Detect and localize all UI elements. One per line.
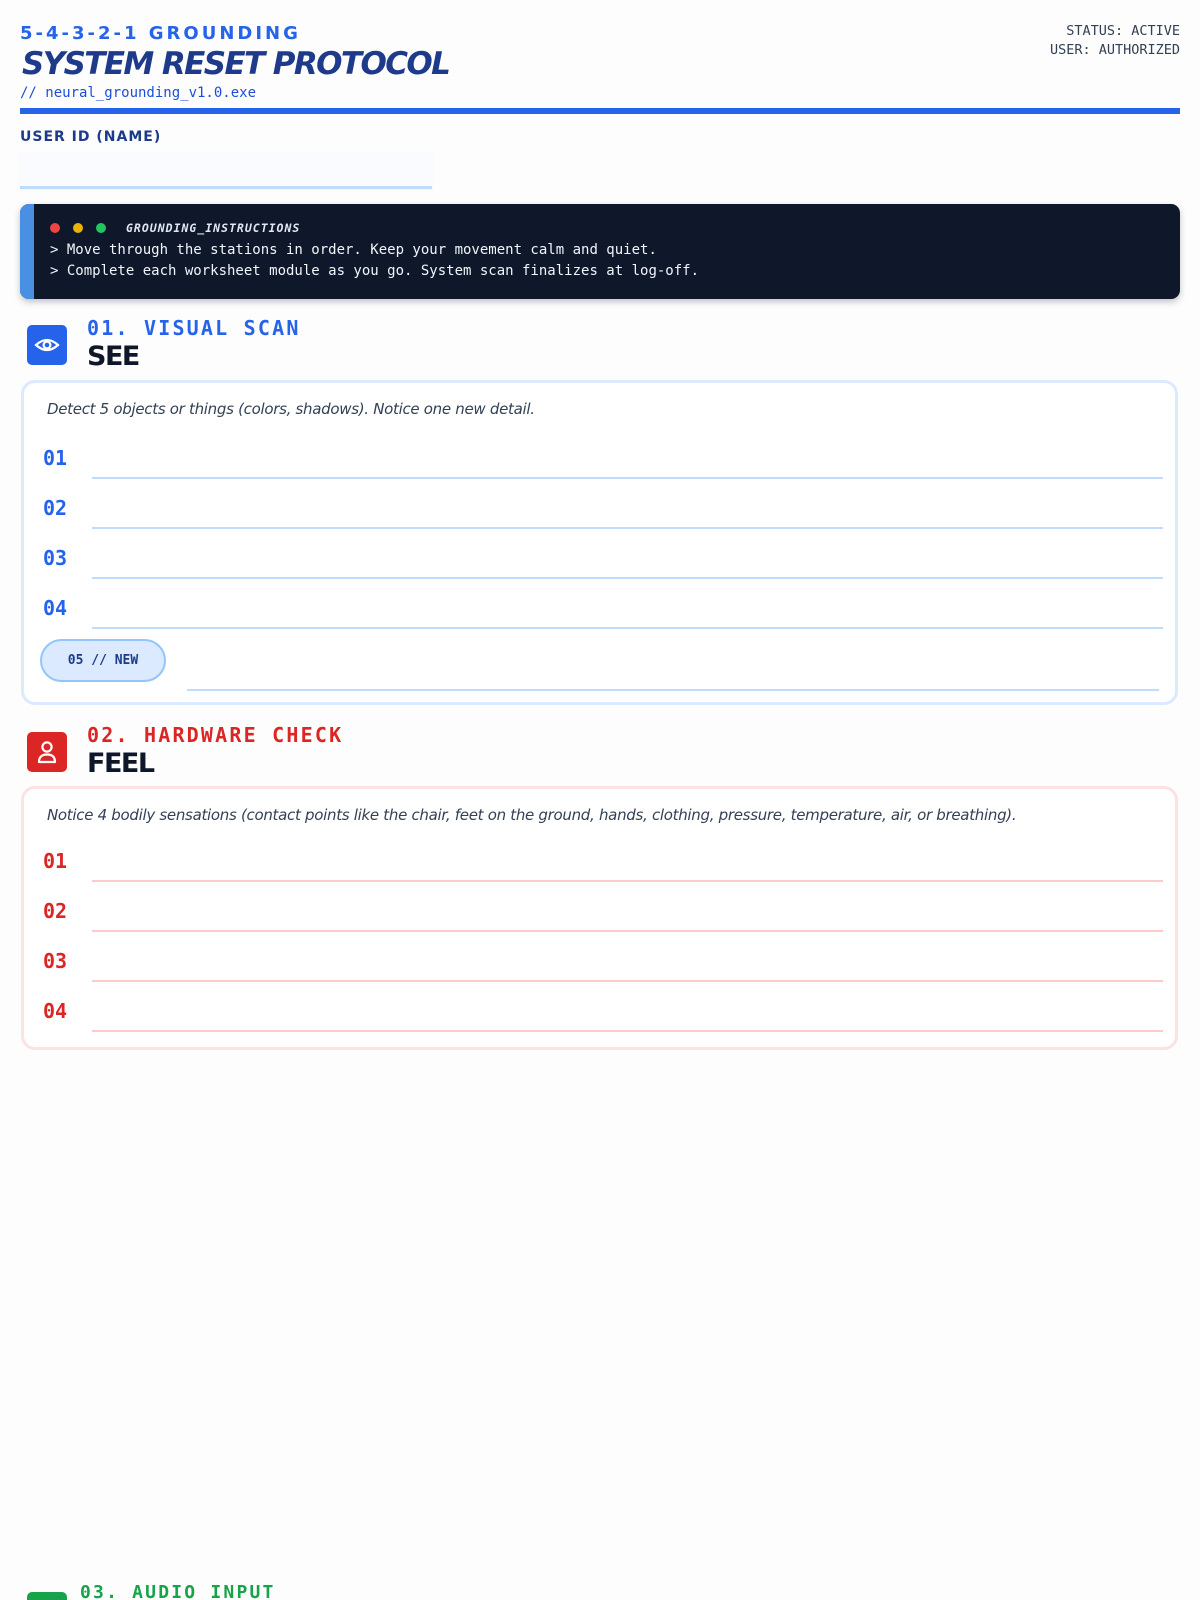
header-divider xyxy=(20,108,1180,114)
eyebrow-title: 5-4-3-2-1 GROUNDING xyxy=(20,23,301,44)
see-panel xyxy=(21,380,1178,705)
write-line[interactable] xyxy=(92,577,1163,579)
entry-row[interactable] xyxy=(43,849,1163,899)
entry-row[interactable] xyxy=(43,496,1163,546)
write-line[interactable] xyxy=(92,477,1163,479)
instruction-line: > Move through the stations in order. Keep your movement calm and quiet. xyxy=(50,242,657,258)
write-line[interactable] xyxy=(92,1030,1163,1032)
user-id-label: USER ID (NAME) xyxy=(20,129,162,145)
row-number: 03 xyxy=(43,546,68,570)
page-title: SYSTEM RESET PROTOCOL xyxy=(22,46,450,82)
section-description: Detect 5 objects or things (colors, shadows). Notice one new detail. xyxy=(47,400,535,418)
audio-icon xyxy=(27,1592,67,1600)
entry-row[interactable] xyxy=(43,446,1163,496)
entry-row[interactable] xyxy=(43,999,1163,1049)
row-number: 02 xyxy=(43,496,68,520)
instructions-terminal xyxy=(20,204,1180,299)
user-status-text: USER: AUTHORIZED xyxy=(1049,42,1180,58)
worksheet-page xyxy=(20,0,1180,1600)
write-line[interactable] xyxy=(92,980,1163,982)
user-name-input[interactable] xyxy=(20,152,432,189)
write-line[interactable] xyxy=(92,880,1163,882)
terminal-accent-bar xyxy=(20,204,34,299)
section-code: 02. HARDWARE CHECK xyxy=(87,723,344,747)
row-number: 03 xyxy=(43,949,68,973)
yellow-dot-icon xyxy=(73,223,83,233)
terminal-title: GROUNDING_INSTRUCTIONS xyxy=(126,221,301,235)
eye-icon xyxy=(27,325,67,365)
entry-row[interactable] xyxy=(43,596,1163,646)
entry-row[interactable] xyxy=(43,899,1163,949)
write-line[interactable] xyxy=(92,930,1163,932)
section-code: 03. AUDIO INPUT xyxy=(80,1584,276,1600)
status-text: STATUS: ACTIVE xyxy=(1066,23,1180,39)
row-number: 04 xyxy=(43,596,68,620)
section-description: Notice 4 bodily sensations (contact points like the chair, feet on the ground, hands, clothing, pressure, temperature, air, or breathing). xyxy=(47,806,1017,824)
section-title: SEE xyxy=(87,341,139,372)
row-number: 02 xyxy=(43,899,68,923)
write-line[interactable] xyxy=(187,689,1159,691)
row-number: 01 xyxy=(43,849,68,873)
row-number: 04 xyxy=(43,999,68,1023)
new-detail-badge: 05 // NEW xyxy=(40,639,166,682)
entry-row[interactable] xyxy=(43,949,1163,999)
section-code: 01. VISUAL SCAN xyxy=(87,316,301,340)
write-line[interactable] xyxy=(92,527,1163,529)
section-title: FEEL xyxy=(87,748,154,779)
file-name: // neural_grounding_v1.0.exe xyxy=(20,85,257,101)
person-icon xyxy=(27,732,67,772)
feel-panel xyxy=(21,786,1178,1050)
instruction-line: > Complete each worksheet module as you go. System scan finalizes at log-off. xyxy=(50,263,700,279)
status-block xyxy=(1050,22,1180,60)
header xyxy=(20,0,1180,116)
green-dot-icon xyxy=(96,223,106,233)
row-number: 01 xyxy=(43,446,68,470)
red-dot-icon xyxy=(50,223,60,233)
entry-row[interactable] xyxy=(43,546,1163,596)
write-line[interactable] xyxy=(92,627,1163,629)
